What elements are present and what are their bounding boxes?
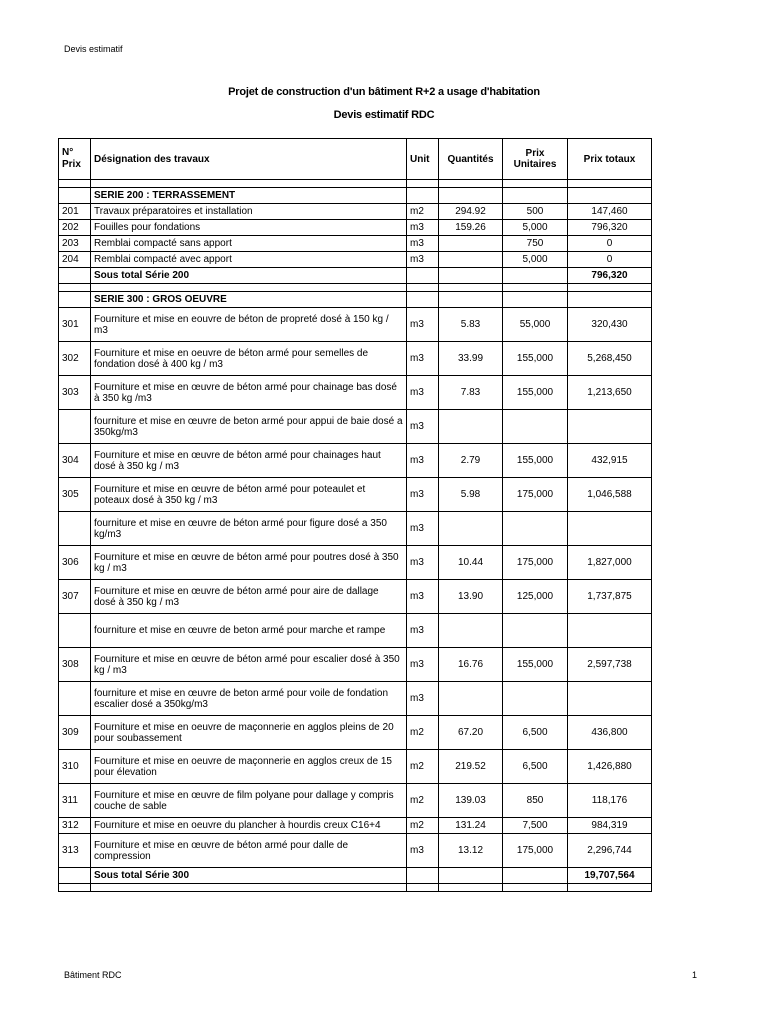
row-designation: Fourniture et mise en oeuvre de béton armé pour semelles de fondation dosé à 400 kg / m3	[91, 342, 407, 376]
row-total: 19,707,564	[568, 868, 652, 884]
row-total	[568, 682, 652, 716]
row-designation: Fourniture et mise en eouvre de béton de propreté dosé à 150 kg / m3	[91, 308, 407, 342]
row-unit-price: 500	[503, 204, 568, 220]
table-row	[59, 308, 652, 342]
row-quantity: 139.03	[439, 784, 503, 818]
row-num: 308	[59, 648, 91, 682]
table-row	[59, 376, 652, 410]
row-num	[59, 284, 91, 292]
row-num	[59, 292, 91, 308]
row-unit: m3	[407, 682, 439, 716]
row-total: 147,460	[568, 204, 652, 220]
row-total	[568, 180, 652, 188]
row-unit: m2	[407, 204, 439, 220]
row-designation: Fourniture et mise en oeuvre de maçonnerie en agglos creux de 15 pour élevation	[91, 750, 407, 784]
header-num: N° Prix	[59, 139, 91, 180]
row-unit: m3	[407, 410, 439, 444]
row-quantity	[439, 292, 503, 308]
row-designation: Fourniture et mise en œuvre de béton armé pour escalier dosé à 350 kg / m3	[91, 648, 407, 682]
row-designation: Sous total Série 200	[91, 268, 407, 284]
table-row	[59, 614, 652, 648]
row-unit-price: 175,000	[503, 834, 568, 868]
row-unit-price: 175,000	[503, 546, 568, 580]
row-num: 203	[59, 236, 91, 252]
table-row	[59, 410, 652, 444]
row-total	[568, 410, 652, 444]
row-quantity: 5.98	[439, 478, 503, 512]
spacer-row	[59, 180, 652, 188]
table-row	[59, 204, 652, 220]
table-row	[59, 236, 652, 252]
document-title: Projet de construction d'un bâtiment R+2 a usage d'habitation	[228, 86, 540, 98]
row-quantity	[439, 180, 503, 188]
row-num: 313	[59, 834, 91, 868]
row-total	[568, 512, 652, 546]
row-unit-price: 850	[503, 784, 568, 818]
row-unit-price	[503, 682, 568, 716]
row-designation: Fourniture et mise en œuvre de béton armé pour poteaulet et poteaux dosé à 350 kg / m3	[91, 478, 407, 512]
header-designation: Désignation des travaux	[91, 139, 407, 180]
row-unit: m2	[407, 818, 439, 834]
row-designation: Fourniture et mise en œuvre de béton armé pour aire de dallage dosé à 350 kg / m3	[91, 580, 407, 614]
row-quantity	[439, 236, 503, 252]
row-num: 201	[59, 204, 91, 220]
row-designation: Sous total Série 300	[91, 868, 407, 884]
row-total: 796,320	[568, 268, 652, 284]
row-total: 1,213,650	[568, 376, 652, 410]
row-total: 118,176	[568, 784, 652, 818]
row-unit: m2	[407, 750, 439, 784]
row-unit-price: 155,000	[503, 444, 568, 478]
row-designation: fourniture et mise en œuvre de beton armé pour marche et rampe	[91, 614, 407, 648]
spacer-row	[59, 284, 652, 292]
row-quantity	[439, 884, 503, 892]
table-row	[59, 648, 652, 682]
table-row	[59, 478, 652, 512]
row-total: 5,268,450	[568, 342, 652, 376]
row-total: 1,737,875	[568, 580, 652, 614]
row-unit: m3	[407, 236, 439, 252]
row-total: 1,426,880	[568, 750, 652, 784]
row-designation: fourniture et mise en œuvre de béton armé pour figure dosé a 350 kg/m3	[91, 512, 407, 546]
row-quantity: 7.83	[439, 376, 503, 410]
table-row	[59, 750, 652, 784]
row-unit: m2	[407, 784, 439, 818]
row-num	[59, 268, 91, 284]
row-unit-price: 6,500	[503, 750, 568, 784]
row-designation	[91, 180, 407, 188]
row-designation: Fourniture et mise en oeuvre de maçonnerie en agglos pleins de 20 pour soubassement	[91, 716, 407, 750]
row-unit: m3	[407, 546, 439, 580]
row-quantity: 16.76	[439, 648, 503, 682]
row-num	[59, 682, 91, 716]
row-quantity: 5.83	[439, 308, 503, 342]
row-num	[59, 614, 91, 648]
table-row	[59, 342, 652, 376]
row-unit-price: 5,000	[503, 220, 568, 236]
row-quantity: 131.24	[439, 818, 503, 834]
row-quantity: 2.79	[439, 444, 503, 478]
row-quantity: 33.99	[439, 342, 503, 376]
row-unit-price	[503, 884, 568, 892]
row-unit: m3	[407, 308, 439, 342]
row-num	[59, 884, 91, 892]
row-quantity	[439, 614, 503, 648]
row-total: 436,800	[568, 716, 652, 750]
row-unit: m3	[407, 342, 439, 376]
row-designation: Fourniture et mise en œuvre de béton armé pour chainages haut dosé à 350 kg / m3	[91, 444, 407, 478]
row-unit-price	[503, 868, 568, 884]
row-unit-price: 155,000	[503, 376, 568, 410]
row-unit-price: 7,500	[503, 818, 568, 834]
page-header-text: Devis estimatif	[64, 44, 123, 54]
row-unit-price	[503, 268, 568, 284]
table-row	[59, 834, 652, 868]
row-quantity	[439, 188, 503, 204]
row-unit: m2	[407, 716, 439, 750]
series-heading-row	[59, 292, 652, 308]
row-quantity: 13.12	[439, 834, 503, 868]
table-row	[59, 546, 652, 580]
row-unit-price: 6,500	[503, 716, 568, 750]
row-num	[59, 868, 91, 884]
row-num: 305	[59, 478, 91, 512]
row-unit	[407, 884, 439, 892]
row-quantity: 159.26	[439, 220, 503, 236]
row-num: 309	[59, 716, 91, 750]
row-unit: m3	[407, 220, 439, 236]
subtotal-row	[59, 868, 652, 884]
row-total: 0	[568, 236, 652, 252]
row-total	[568, 614, 652, 648]
row-designation: Remblai compacté sans apport	[91, 236, 407, 252]
row-num: 202	[59, 220, 91, 236]
table-row	[59, 784, 652, 818]
row-designation: Fourniture et mise en œuvre de béton armé pour chainage bas dosé à 350 kg /m3	[91, 376, 407, 410]
table-row	[59, 580, 652, 614]
row-num: 304	[59, 444, 91, 478]
row-designation	[91, 884, 407, 892]
row-total: 2,597,738	[568, 648, 652, 682]
row-num	[59, 180, 91, 188]
row-designation: SERIE 300 : GROS OEUVRE	[91, 292, 407, 308]
row-num: 301	[59, 308, 91, 342]
row-total	[568, 284, 652, 292]
header-quantity: Quantités	[439, 139, 503, 180]
row-unit	[407, 284, 439, 292]
row-total: 1,827,000	[568, 546, 652, 580]
row-unit	[407, 180, 439, 188]
row-unit: m3	[407, 376, 439, 410]
row-unit-price: 155,000	[503, 648, 568, 682]
row-num: 204	[59, 252, 91, 268]
page-footer-text: Bâtiment RDC	[64, 970, 122, 980]
row-designation: Remblai compacté avec apport	[91, 252, 407, 268]
row-quantity	[439, 410, 503, 444]
row-quantity	[439, 284, 503, 292]
row-quantity	[439, 268, 503, 284]
row-total: 2,296,744	[568, 834, 652, 868]
row-num: 303	[59, 376, 91, 410]
row-unit-price: 750	[503, 236, 568, 252]
row-quantity: 10.44	[439, 546, 503, 580]
row-quantity: 294.92	[439, 204, 503, 220]
row-unit	[407, 268, 439, 284]
row-total	[568, 292, 652, 308]
row-unit-price	[503, 512, 568, 546]
row-unit: m3	[407, 252, 439, 268]
row-quantity	[439, 868, 503, 884]
row-unit	[407, 188, 439, 204]
table-row	[59, 252, 652, 268]
row-unit	[407, 292, 439, 308]
row-quantity	[439, 252, 503, 268]
row-unit: m3	[407, 648, 439, 682]
row-num: 312	[59, 818, 91, 834]
row-unit-price: 175,000	[503, 478, 568, 512]
row-designation: Fouilles pour fondations	[91, 220, 407, 236]
row-num: 306	[59, 546, 91, 580]
row-unit-price: 5,000	[503, 252, 568, 268]
row-unit-price: 155,000	[503, 342, 568, 376]
row-designation: fourniture et mise en œuvre de beton armé pour voile de fondation escalier dosé a 350kg/m3	[91, 682, 407, 716]
row-total: 796,320	[568, 220, 652, 236]
series-heading-row	[59, 188, 652, 204]
row-num	[59, 410, 91, 444]
header-unit-price: Prix Unitaires	[503, 139, 568, 180]
row-unit-price	[503, 180, 568, 188]
row-designation: Travaux préparatoires et installation	[91, 204, 407, 220]
document-subtitle: Devis estimatif RDC	[333, 109, 435, 121]
row-unit: m3	[407, 614, 439, 648]
table-body	[59, 180, 652, 892]
row-designation: SERIE 200 : TERRASSEMENT	[91, 188, 407, 204]
table-row	[59, 818, 652, 834]
table-row	[59, 512, 652, 546]
row-unit-price	[503, 614, 568, 648]
row-total: 0	[568, 252, 652, 268]
spacer-row	[59, 884, 652, 892]
row-quantity: 219.52	[439, 750, 503, 784]
row-unit-price	[503, 284, 568, 292]
row-total	[568, 884, 652, 892]
row-total: 984,319	[568, 818, 652, 834]
subtotal-row	[59, 268, 652, 284]
page-number: 1	[692, 970, 698, 980]
row-num: 302	[59, 342, 91, 376]
table-row	[59, 716, 652, 750]
row-num: 310	[59, 750, 91, 784]
row-designation: Fourniture et mise en oeuvre du plancher à hourdis creux C16+4	[91, 818, 407, 834]
row-unit-price	[503, 188, 568, 204]
row-num: 311	[59, 784, 91, 818]
row-total: 320,430	[568, 308, 652, 342]
row-designation: Fourniture et mise en œuvre de béton armé pour dalle de compression	[91, 834, 407, 868]
table-row	[59, 682, 652, 716]
row-num	[59, 512, 91, 546]
row-total: 432,915	[568, 444, 652, 478]
row-unit: m3	[407, 478, 439, 512]
estimate-table	[58, 138, 652, 892]
table-row	[59, 444, 652, 478]
row-unit-price	[503, 292, 568, 308]
row-total	[568, 188, 652, 204]
row-unit: m3	[407, 444, 439, 478]
row-designation: Fourniture et mise en œuvre de film polyane pour dallage y compris couche de sable	[91, 784, 407, 818]
row-unit-price	[503, 410, 568, 444]
row-unit-price: 55,000	[503, 308, 568, 342]
row-num: 307	[59, 580, 91, 614]
row-total: 1,046,588	[568, 478, 652, 512]
table-row	[59, 220, 652, 236]
row-designation: fourniture et mise en œuvre de beton armé pour appui de baie dosé a 350kg/m3	[91, 410, 407, 444]
header-total: Prix totaux	[568, 139, 652, 180]
row-quantity	[439, 512, 503, 546]
row-unit	[407, 868, 439, 884]
row-designation	[91, 284, 407, 292]
row-quantity: 13.90	[439, 580, 503, 614]
row-unit: m3	[407, 512, 439, 546]
table-header-row	[59, 139, 652, 180]
row-unit-price: 125,000	[503, 580, 568, 614]
row-unit: m3	[407, 834, 439, 868]
row-unit: m3	[407, 580, 439, 614]
row-quantity	[439, 682, 503, 716]
header-unit: Unit	[407, 139, 439, 180]
row-num	[59, 188, 91, 204]
row-quantity: 67.20	[439, 716, 503, 750]
row-designation: Fourniture et mise en œuvre de béton armé pour poutres dosé à 350 kg / m3	[91, 546, 407, 580]
